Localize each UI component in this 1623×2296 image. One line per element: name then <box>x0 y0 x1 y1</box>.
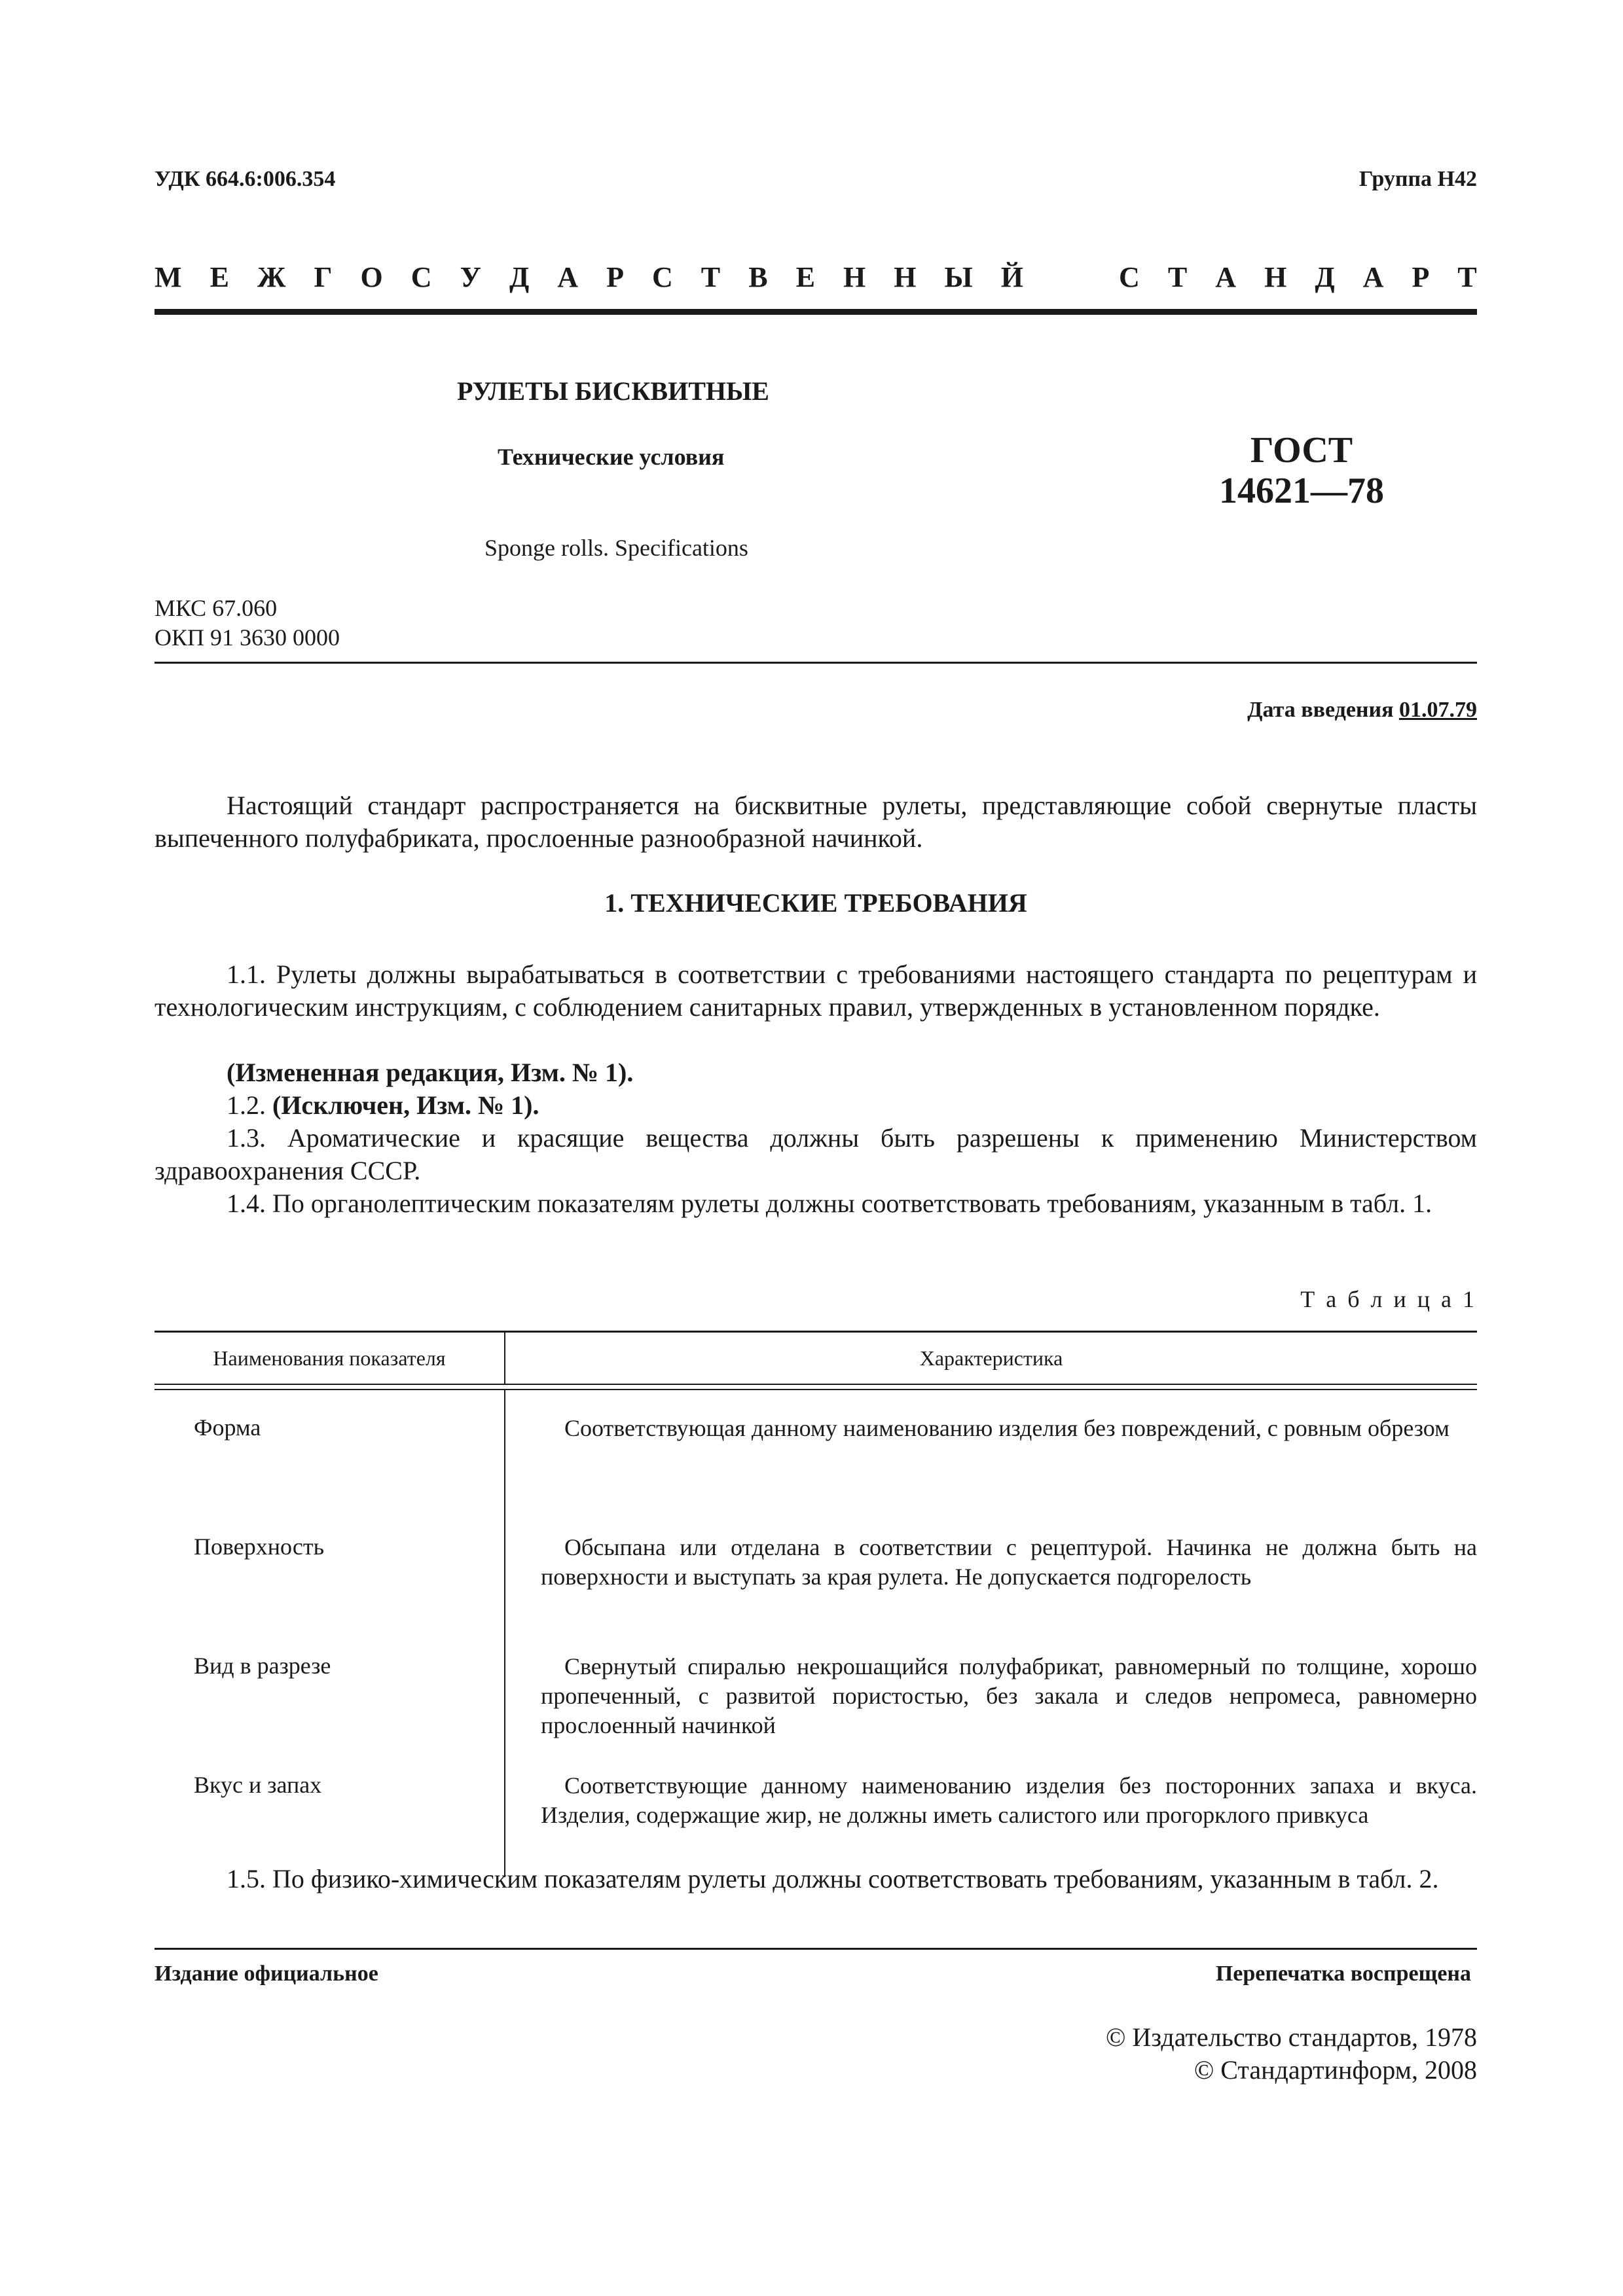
table-value-column <box>505 1390 1477 1877</box>
title-letter: С <box>410 261 432 293</box>
title-letter: М <box>155 261 182 293</box>
document-title: РУЛЕТЫ БИСКВИТНЫЕ <box>457 376 769 406</box>
title-rule <box>155 309 1477 315</box>
document-subtitle: Технические условия <box>498 444 725 470</box>
title-letter: Т <box>1457 261 1477 293</box>
title-letter: А <box>1362 261 1384 293</box>
title-letter: А <box>1215 261 1237 293</box>
standard-type-title <box>155 260 1477 294</box>
clause-1-3: 1.3. Ароматические и красящие вещества должны быть разрешены к применению Министерством здравоохранения СССР. <box>155 1123 1477 1185</box>
title-letter: Р <box>1412 261 1430 293</box>
english-title: Sponge rolls. Specifications <box>484 535 748 561</box>
table-cell-value-text: Соответствующие данному наименованию изделия без посторонних запаха и вкуса. Изделия, содержащие жир, не должны иметь салистого или прогорклого привкуса <box>541 1772 1477 1828</box>
clause-1-5: 1.5. По физико-химическим показателям рулеты должны соответствовать требованиям, указанным в табл. 2. <box>227 1864 1439 1893</box>
title-letter: С <box>651 261 673 293</box>
title-letter: В <box>748 261 768 293</box>
table-body <box>155 1390 1477 1877</box>
title-letter: Е <box>795 261 815 293</box>
table-cell-value <box>505 1748 1477 1877</box>
table-cell-value <box>505 1509 1477 1628</box>
udk-code: УДК 664.6:006.354 <box>155 167 336 191</box>
table-cell-value <box>505 1390 1477 1509</box>
mks-code: МКС 67.060 <box>155 595 278 621</box>
table-cell-value-text: Свернутый спиралью некрошащийся полуфабрикат, равномерный по толщине, хорошо пропеченный, с развитой пористостью, без закала и следов непромеса, равномерно прослоенный начинкой <box>541 1653 1477 1738</box>
clause-1-2-number: 1.2. <box>227 1090 266 1120</box>
reprint-prohibited: Перепечатка воспрещена <box>1215 1962 1471 1986</box>
intro-date <box>1247 696 1477 725</box>
table-cell-name: Форма <box>194 1414 261 1441</box>
organoleptic-table <box>155 1331 1477 1877</box>
title-letter: Н <box>1264 261 1287 293</box>
table-caption: Т а б л и ц а 1 <box>1300 1286 1477 1312</box>
clause-1-2 <box>227 1089 539 1122</box>
okp-code: ОКП 91 3630 0000 <box>155 624 340 651</box>
table-header-characteristic: Характеристика <box>919 1346 1063 1370</box>
table-cell-value-text: Соответствующая данному наименованию изделия без повреждений, с ровным обрезом <box>564 1415 1450 1441</box>
table-header-double-rule <box>155 1384 1477 1390</box>
copyright-standartinform: © Стандартинформ, 2008 <box>1194 2055 1477 2085</box>
intro-date-label: Дата введения <box>1247 698 1394 722</box>
title-letter: Е <box>210 261 229 293</box>
title-letter: Н <box>843 261 866 293</box>
title-word-gap <box>1051 260 1091 294</box>
group-code: Группа Н42 <box>1359 167 1477 191</box>
title-letter: Р <box>606 261 624 293</box>
title-letter: У <box>460 261 481 293</box>
gost-number: 14621—78 <box>1219 471 1384 511</box>
copyright-publisher: © Издательство стандартов, 1978 <box>1105 2022 1477 2052</box>
clause-1-1-note: (Измененная редакция, Изм. № 1). <box>227 1058 634 1087</box>
intro-date-value: 01.07.79 <box>1399 698 1477 722</box>
table-cell-value-text: Обсыпана или отделана в соответствии с рецептурой. Начинка не должна быть на поверхности и выступать за края рулета. Не допускается подгорелость <box>541 1534 1477 1590</box>
table-name-column <box>155 1390 505 1877</box>
official-edition: Издание официальное <box>155 1962 378 1986</box>
title-letter: Д <box>1315 261 1335 293</box>
clause-1-1: 1.1. Рулеты должны вырабатываться в соответствии с требованиями настоящего стандарта по рецептурам и технологическим инструкциям, с соблюдением санитарных правил, утвержденных в установленном порядке. <box>155 960 1477 1022</box>
table-cell-name: Поверхность <box>194 1534 325 1560</box>
title-letter: Д <box>509 261 530 293</box>
table-header-name: Наименования показателя <box>155 1333 505 1384</box>
title-letter: С <box>1119 261 1140 293</box>
title-letter: Ж <box>257 261 286 293</box>
title-letter: А <box>557 261 579 293</box>
title-letter: Г <box>314 261 333 293</box>
footer-rule <box>155 1948 1477 1950</box>
clause-1-4: 1.4. По органолептическим показателям рулеты должны соответствовать требованиям, указанным в табл. 1. <box>227 1189 1432 1218</box>
codes-rule <box>155 662 1477 664</box>
title-letter: Т <box>1167 261 1188 293</box>
table-header-row <box>155 1333 1477 1384</box>
title-letter: Ы <box>944 261 973 293</box>
gost-label: ГОСТ <box>1250 430 1353 471</box>
section-heading: 1. ТЕХНИЧЕСКИЕ ТРЕБОВАНИЯ <box>604 888 1027 918</box>
title-letter: Н <box>894 261 917 293</box>
title-letter: О <box>360 261 383 293</box>
title-letter: Т <box>701 261 721 293</box>
intro-paragraph: Настоящий стандарт распространяется на бисквитные рулеты, представляющие собой свернутые пласты выпеченного полуфабриката, прослоенные разнообразной начинкой. <box>155 791 1477 853</box>
table-cell-name: Вкус и запах <box>194 1772 322 1798</box>
title-letter: Й <box>1000 261 1023 293</box>
table-cell-value <box>505 1628 1477 1748</box>
clause-1-2-text: (Исключен, Изм. № 1). <box>272 1090 539 1120</box>
table-cell-name: Вид в разрезе <box>194 1653 331 1679</box>
